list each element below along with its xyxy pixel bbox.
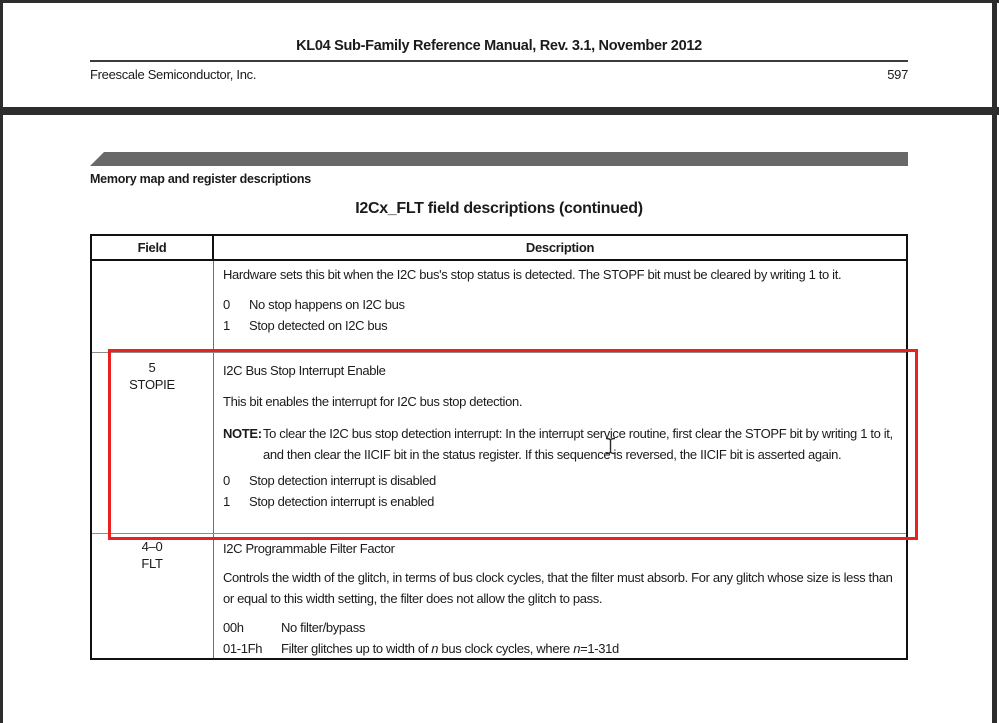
running-title: KL04 Sub-Family Reference Manual, Rev. 3.1, November 2012: [296, 38, 702, 54]
option-text: No filter/bypass: [281, 620, 365, 635]
table-title: I2Cx_FLT field descriptions (continued): [355, 200, 643, 217]
field-bit: 5: [148, 360, 156, 375]
option-text: Stop detection interrupt is disabled: [249, 473, 436, 488]
table-row-flt-description: [214, 534, 906, 658]
i-beam-cursor: [604, 437, 617, 460]
option-text: No stop happens on I2C bus: [249, 297, 405, 312]
option-code: 0: [223, 297, 230, 312]
option-text-part: bus clock cycles, where: [438, 641, 574, 656]
option-code: 01-1Fh: [223, 641, 263, 656]
description-paragraph: Controls the width of the glitch, in terms of bus clock cycles, that the filter must absorb. For any glitch whose size is less than or equal to this width setting, the filter does not allow the glitch to pass.: [223, 570, 893, 606]
column-header-field: Field: [137, 240, 167, 255]
option-text-part: Filter glitches up to width of: [281, 641, 432, 656]
field-name: FLT: [141, 556, 163, 571]
value-option: [223, 294, 898, 315]
column-header-description: Description: [525, 240, 595, 255]
value-option: [223, 617, 898, 638]
option-code: 1: [223, 494, 230, 509]
option-text: Stop detected on I2C bus: [249, 318, 388, 333]
section-banner: [90, 152, 908, 166]
field-title: I2C Bus Stop Interrupt Enable: [223, 363, 386, 378]
option-code: 1: [223, 318, 230, 333]
option-text-part-italic: n: [573, 641, 581, 656]
value-option: [223, 638, 898, 659]
note-text: To clear the I2C bus stop detection interrupt: In the interrupt service routine, first clear the STOPF bit by writing 1 to it, and then clear the IICIF bit in the status register. If this sequence is reversed, the IICIF bit is asserted again.: [263, 426, 893, 462]
field-name: STOPIE: [129, 377, 175, 392]
option-text-part: =1-31d: [580, 641, 619, 656]
description-paragraph: This bit enables the interrupt for I2C bus stop detection.: [223, 394, 523, 409]
header-rule: [90, 60, 908, 62]
option-text: [281, 638, 619, 659]
table-row-flt-field: [92, 538, 212, 572]
option-code: 00h: [223, 620, 244, 635]
publisher-footer: Freescale Semiconductor, Inc.: [90, 67, 257, 82]
option-text: Stop detection interrupt is enabled: [249, 494, 435, 509]
page-separator: [0, 107, 999, 115]
description-paragraph: Hardware sets this bit when the I2C bus's stop status is detected. The STOPF bit must be cleared by writing 1 to it.: [223, 267, 842, 282]
breadcrumb: Memory map and register descriptions: [90, 172, 311, 186]
option-code: 0: [223, 473, 230, 488]
field-title: I2C Programmable Filter Factor: [223, 541, 395, 556]
value-option: [223, 315, 898, 336]
note-label: NOTE:: [223, 426, 262, 441]
option-text-part-italic: n: [431, 641, 439, 656]
viewport-border-top: [0, 0, 999, 3]
highlight-annotation-rectangle: [108, 349, 918, 540]
table-row-stopf-description: [214, 261, 906, 352]
page-number: 597: [887, 67, 908, 82]
field-bit: 4–0: [141, 539, 163, 554]
